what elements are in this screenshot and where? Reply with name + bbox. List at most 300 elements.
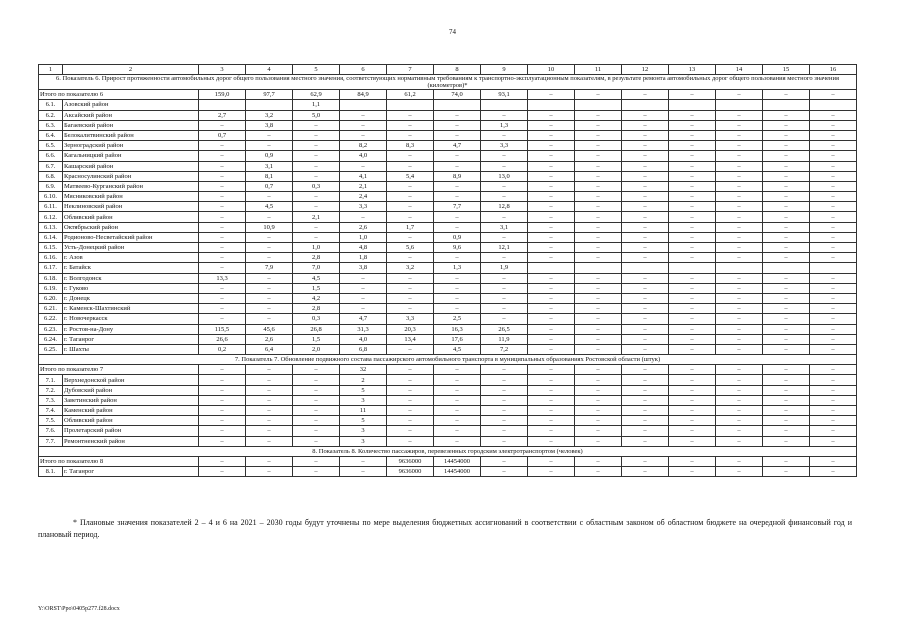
value-cell: – (716, 324, 763, 334)
value-cell: – (387, 375, 434, 385)
value-cell: – (528, 273, 575, 283)
value-cell: 45,6 (246, 324, 293, 334)
value-cell: – (246, 232, 293, 242)
value-cell: – (387, 395, 434, 405)
value-cell (199, 100, 246, 110)
value-cell: – (669, 456, 716, 466)
value-cell: – (575, 130, 622, 140)
value-cell: – (246, 192, 293, 202)
value-cell: – (246, 141, 293, 151)
value-cell: – (669, 181, 716, 191)
value-cell: – (669, 436, 716, 446)
value-cell: – (716, 385, 763, 395)
value-cell: – (810, 395, 857, 405)
value-cell: – (810, 406, 857, 416)
value-cell: – (810, 243, 857, 253)
value-cell: – (669, 344, 716, 354)
value-cell: – (810, 212, 857, 222)
table-row (39, 120, 857, 130)
value-cell: – (763, 456, 810, 466)
value-cell: – (528, 212, 575, 222)
value-cell: 2,6 (246, 334, 293, 344)
row-number: 6.11. (39, 202, 63, 212)
row-name: Багаевский район (63, 120, 199, 130)
value-cell: – (622, 161, 669, 171)
value-cell: – (763, 365, 810, 375)
value-cell: – (481, 385, 528, 395)
value-cell: – (575, 120, 622, 130)
value-cell: – (810, 141, 857, 151)
value-cell (528, 263, 575, 273)
value-cell: – (246, 314, 293, 324)
value-cell: 4,5 (246, 202, 293, 212)
value-cell: – (763, 222, 810, 232)
value-cell: – (293, 426, 340, 436)
table-row (39, 406, 857, 416)
value-cell: – (669, 324, 716, 334)
value-cell: – (481, 161, 528, 171)
row-number: 7.3. (39, 395, 63, 405)
value-cell: – (528, 314, 575, 324)
table-row (39, 212, 857, 222)
value-cell: – (575, 151, 622, 161)
value-cell: – (528, 293, 575, 303)
value-cell: – (434, 273, 481, 283)
value-cell: – (246, 385, 293, 395)
value-cell: – (669, 304, 716, 314)
value-cell: 1,9 (481, 263, 528, 273)
column-number: 14 (716, 65, 763, 75)
row-name: Мясниковский район (63, 192, 199, 202)
value-cell: – (575, 395, 622, 405)
value-cell: 13,4 (387, 334, 434, 344)
table-row (39, 171, 857, 181)
value-cell: – (575, 456, 622, 466)
value-cell: – (622, 90, 669, 100)
value-cell: 4,5 (293, 273, 340, 283)
value-cell: – (481, 395, 528, 405)
table-row (39, 263, 857, 273)
value-cell: – (810, 293, 857, 303)
value-cell: – (810, 324, 857, 334)
column-number: 6 (340, 65, 387, 75)
value-cell: – (199, 181, 246, 191)
value-cell (669, 100, 716, 110)
value-cell: 1,8 (340, 253, 387, 263)
value-cell: – (810, 273, 857, 283)
value-cell: – (434, 192, 481, 202)
file-path: Y:\ORST\Ppo\0405p277.f28.docx (38, 606, 120, 612)
value-cell: 16,3 (434, 324, 481, 334)
value-cell: – (434, 161, 481, 171)
value-cell: 13,3 (199, 273, 246, 283)
value-cell: 17,6 (434, 334, 481, 344)
value-cell: – (763, 314, 810, 324)
row-number: 7.6. (39, 426, 63, 436)
value-cell: – (293, 385, 340, 395)
value-cell: – (387, 273, 434, 283)
row-name: Красносулинский район (63, 171, 199, 181)
value-cell: – (622, 110, 669, 120)
table-row (39, 100, 857, 110)
value-cell: – (716, 192, 763, 202)
value-cell: – (716, 283, 763, 293)
value-cell: – (716, 120, 763, 130)
value-cell: – (246, 456, 293, 466)
value-cell: 4,8 (340, 243, 387, 253)
value-cell: – (481, 456, 528, 466)
value-cell: – (763, 253, 810, 263)
value-cell: – (716, 141, 763, 151)
value-cell: – (340, 273, 387, 283)
value-cell (622, 263, 669, 273)
value-cell: 3,3 (481, 141, 528, 151)
value-cell: – (387, 161, 434, 171)
value-cell: 2,7 (199, 110, 246, 120)
value-cell: – (199, 375, 246, 385)
value-cell: – (246, 212, 293, 222)
row-name: г. Донецк (63, 293, 199, 303)
value-cell: – (246, 304, 293, 314)
table-row (39, 416, 857, 426)
table-row (39, 161, 857, 171)
value-cell: – (293, 232, 340, 242)
value-cell: – (810, 436, 857, 446)
value-cell: – (481, 293, 528, 303)
value-cell: – (716, 243, 763, 253)
value-cell: – (669, 365, 716, 375)
value-cell: – (622, 273, 669, 283)
value-cell: – (763, 467, 810, 477)
value-cell: – (387, 120, 434, 130)
value-cell: – (481, 283, 528, 293)
value-cell: – (669, 283, 716, 293)
value-cell: – (763, 406, 810, 416)
value-cell: 10,9 (246, 222, 293, 232)
value-cell: – (528, 426, 575, 436)
row-name: Обливский район (63, 212, 199, 222)
value-cell: – (669, 314, 716, 324)
row-number: 6.7. (39, 161, 63, 171)
table-row (39, 151, 857, 161)
value-cell: – (481, 151, 528, 161)
value-cell: – (434, 222, 481, 232)
value-cell: – (481, 426, 528, 436)
value-cell: – (575, 283, 622, 293)
row-number: 6.23. (39, 324, 63, 334)
value-cell: – (575, 365, 622, 375)
value-cell: 4,0 (340, 334, 387, 344)
value-cell: – (387, 130, 434, 140)
value-cell: – (575, 416, 622, 426)
value-cell: – (716, 416, 763, 426)
value-cell: – (716, 365, 763, 375)
value-cell: – (199, 202, 246, 212)
value-cell: – (293, 161, 340, 171)
row-number: 8.1. (39, 467, 63, 477)
value-cell: – (246, 243, 293, 253)
value-cell: – (481, 232, 528, 242)
row-number: 6.22. (39, 314, 63, 324)
value-cell: – (528, 365, 575, 375)
value-cell: – (716, 212, 763, 222)
value-cell: – (763, 375, 810, 385)
value-cell: 5 (340, 385, 387, 395)
value-cell: – (387, 202, 434, 212)
value-cell: 1,1 (293, 100, 340, 110)
column-number: 16 (810, 65, 857, 75)
value-cell: – (340, 110, 387, 120)
value-cell: – (387, 151, 434, 161)
value-cell: – (763, 192, 810, 202)
value-cell: – (810, 171, 857, 181)
value-cell: – (575, 253, 622, 263)
row-number: 6.10. (39, 192, 63, 202)
value-cell: – (575, 344, 622, 354)
value-cell: – (481, 406, 528, 416)
value-cell: – (199, 222, 246, 232)
value-cell: – (528, 181, 575, 191)
value-cell: – (575, 406, 622, 416)
value-cell: – (716, 90, 763, 100)
value-cell: 159,0 (199, 90, 246, 100)
value-cell: – (199, 283, 246, 293)
row-name: г. Волгодонск (63, 273, 199, 283)
table-row (39, 426, 857, 436)
row-number: 6.9. (39, 181, 63, 191)
value-cell: – (434, 151, 481, 161)
value-cell: – (293, 120, 340, 130)
value-cell: 7,7 (434, 202, 481, 212)
value-cell: – (622, 181, 669, 191)
value-cell: – (669, 375, 716, 385)
value-cell (575, 263, 622, 273)
value-cell: 5 (340, 416, 387, 426)
value-cell: – (763, 426, 810, 436)
value-cell: – (481, 365, 528, 375)
value-cell: – (528, 467, 575, 477)
value-cell: – (716, 171, 763, 181)
column-number: 12 (622, 65, 669, 75)
value-cell: – (387, 181, 434, 191)
value-cell: – (716, 222, 763, 232)
row-number: 6.8. (39, 171, 63, 181)
row-number: 6.25. (39, 344, 63, 354)
value-cell: – (810, 232, 857, 242)
value-cell (622, 100, 669, 110)
value-cell: – (575, 202, 622, 212)
value-cell: – (763, 324, 810, 334)
footnote: * Плановые значения показателей 2 – 4 и 6 на 2021 – 2030 годы будут уточнены по мере выделения бюджетных ассигнований в соответствии с областным законом об областном бюджете на очередной финансовый год и плановый период. (38, 518, 852, 539)
row-name: Каменский район (63, 406, 199, 416)
table-row (39, 344, 857, 354)
value-cell: – (528, 192, 575, 202)
row-name: Верхнедонской район (63, 375, 199, 385)
value-cell: 3,2 (387, 263, 434, 273)
value-cell: – (669, 110, 716, 120)
value-cell: – (246, 293, 293, 303)
total-label: Итого по показателю 7 (39, 365, 199, 375)
value-cell: 3,8 (246, 120, 293, 130)
value-cell: 2,0 (293, 344, 340, 354)
value-cell: – (810, 192, 857, 202)
value-cell: 61,2 (387, 90, 434, 100)
value-cell: 14454000 (434, 456, 481, 466)
value-cell: 115,5 (199, 324, 246, 334)
value-cell: – (575, 293, 622, 303)
table-row (39, 283, 857, 293)
value-cell: – (340, 130, 387, 140)
value-cell: – (434, 110, 481, 120)
value-cell: 4,7 (340, 314, 387, 324)
value-cell: 1,5 (293, 283, 340, 293)
value-cell: – (340, 212, 387, 222)
value-cell: – (669, 130, 716, 140)
value-cell: – (340, 467, 387, 477)
value-cell: 4,5 (434, 344, 481, 354)
column-number: 2 (63, 65, 199, 75)
value-cell: 3,2 (246, 110, 293, 120)
row-number: 6.24. (39, 334, 63, 344)
value-cell: – (810, 202, 857, 212)
value-cell: 5,6 (387, 243, 434, 253)
value-cell: – (575, 181, 622, 191)
row-name: Усть-Донецкий район (63, 243, 199, 253)
value-cell: 2 (340, 375, 387, 385)
value-cell: 0,9 (434, 232, 481, 242)
value-cell: – (246, 395, 293, 405)
row-name: Белокалитвинский район (63, 130, 199, 140)
value-cell: 32 (340, 365, 387, 375)
value-cell: – (481, 416, 528, 426)
row-number: 6.5. (39, 141, 63, 151)
value-cell: – (246, 273, 293, 283)
value-cell: – (293, 141, 340, 151)
column-number: 15 (763, 65, 810, 75)
value-cell: – (528, 456, 575, 466)
row-name: г. Батайск (63, 263, 199, 273)
value-cell: – (434, 365, 481, 375)
value-cell: 9636000 (387, 456, 434, 466)
value-cell: – (810, 314, 857, 324)
value-cell: 2,1 (293, 212, 340, 222)
value-cell: 4,2 (293, 293, 340, 303)
value-cell: – (528, 375, 575, 385)
value-cell: – (387, 426, 434, 436)
table-row (39, 375, 857, 385)
value-cell: – (716, 253, 763, 263)
value-cell: – (622, 293, 669, 303)
value-cell: – (669, 334, 716, 344)
value-cell: 4,1 (340, 171, 387, 181)
value-cell: – (575, 161, 622, 171)
column-number: 13 (669, 65, 716, 75)
value-cell: – (481, 436, 528, 446)
table-row (39, 467, 857, 477)
value-cell: – (763, 416, 810, 426)
row-number: 6.4. (39, 130, 63, 140)
value-cell: – (669, 151, 716, 161)
value-cell: – (387, 110, 434, 120)
value-cell: – (763, 130, 810, 140)
value-cell: 3 (340, 395, 387, 405)
table-body (39, 65, 857, 477)
value-cell (716, 100, 763, 110)
value-cell: – (387, 212, 434, 222)
value-cell: – (199, 161, 246, 171)
value-cell: – (763, 344, 810, 354)
value-cell: – (669, 192, 716, 202)
value-cell: 97,7 (246, 90, 293, 100)
value-cell: – (528, 202, 575, 212)
value-cell: – (199, 120, 246, 130)
value-cell: – (622, 283, 669, 293)
indicators-table (38, 64, 857, 477)
table-row (39, 436, 857, 446)
value-cell: – (575, 222, 622, 232)
row-name: Октябрьский район (63, 222, 199, 232)
value-cell: – (575, 385, 622, 395)
value-cell (810, 263, 857, 273)
value-cell: – (199, 426, 246, 436)
value-cell: – (716, 304, 763, 314)
value-cell: – (528, 334, 575, 344)
value-cell: 1,5 (293, 334, 340, 344)
value-cell: – (763, 243, 810, 253)
value-cell: – (481, 314, 528, 324)
value-cell: 2,5 (434, 314, 481, 324)
value-cell: – (199, 436, 246, 446)
value-cell: – (622, 222, 669, 232)
value-cell: 9636000 (387, 467, 434, 477)
value-cell: – (293, 436, 340, 446)
value-cell: – (810, 385, 857, 395)
section-title: 7. Показатель 7. Обновление подвижного состава пассажирского автомобильного транспорта в муниципальных образованиях Ростовской области (штук) (39, 355, 857, 365)
value-cell: – (434, 212, 481, 222)
value-cell: – (293, 406, 340, 416)
value-cell: – (716, 293, 763, 303)
value-cell: 1,3 (481, 120, 528, 130)
value-cell: – (716, 314, 763, 324)
value-cell: – (622, 456, 669, 466)
value-cell: 20,3 (387, 324, 434, 334)
row-number: 6.16. (39, 253, 63, 263)
value-cell: – (481, 192, 528, 202)
row-name: г. Азов (63, 253, 199, 263)
table-row (39, 273, 857, 283)
row-number: 6.20. (39, 293, 63, 303)
value-cell: – (481, 253, 528, 263)
table-row (39, 293, 857, 303)
value-cell: – (481, 304, 528, 314)
value-cell: – (763, 90, 810, 100)
value-cell: – (716, 456, 763, 466)
value-cell: – (387, 253, 434, 263)
value-cell: – (763, 304, 810, 314)
value-cell: – (528, 141, 575, 151)
value-cell: – (575, 110, 622, 120)
value-cell: – (528, 151, 575, 161)
value-cell: – (434, 385, 481, 395)
value-cell: – (340, 283, 387, 293)
value-cell: – (340, 293, 387, 303)
value-cell: – (716, 375, 763, 385)
value-cell: – (246, 283, 293, 293)
value-cell: – (528, 283, 575, 293)
value-cell: – (434, 120, 481, 130)
value-cell: – (199, 406, 246, 416)
value-cell: – (622, 253, 669, 263)
